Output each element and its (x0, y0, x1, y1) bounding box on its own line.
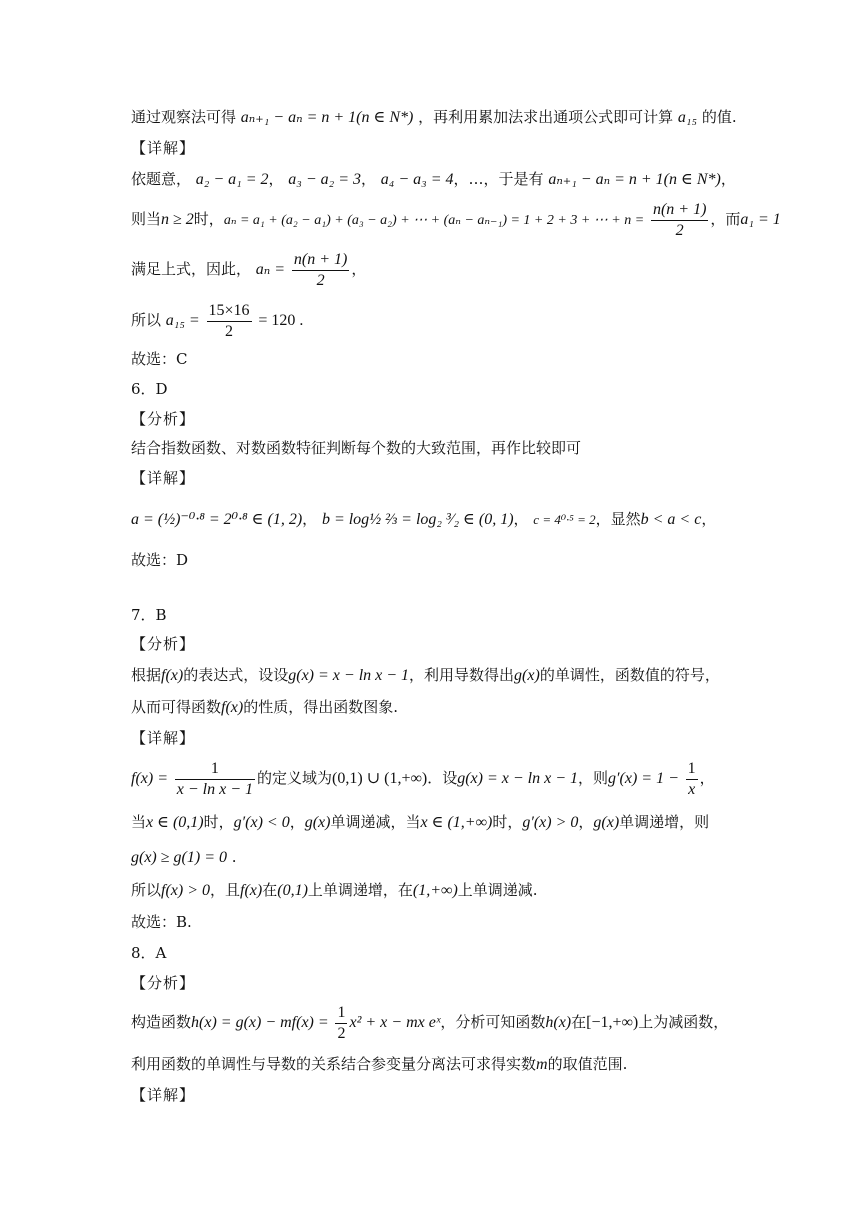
text: 依题意， (131, 170, 192, 188)
formula: m (536, 1056, 548, 1073)
text: 的值. (701, 108, 737, 126)
formula: a₁ = 1 (740, 211, 781, 228)
text: 从而可得函数 (131, 698, 222, 716)
text: 上单调递减. (457, 881, 538, 899)
section-heading-detail: 【详解】 (131, 139, 196, 157)
line-compare: a = (½)⁻⁰·⁸ = 2⁰·⁸ ∈ (1, 2)， b = log½ ⅔ = log₂ ³⁄₂ ∈ (0, 1)， c = 4⁰·⁵ = 2，显然b < a < c， (131, 510, 717, 528)
text: 所以 (131, 311, 162, 329)
answer-6: 故选：D (131, 551, 189, 569)
numerator: n(n + 1) (651, 200, 708, 221)
answer-5: 故选：C (131, 350, 188, 368)
line-intro (131, 106, 737, 129)
text: 时， (492, 813, 523, 831)
text: 单调递减，当 (330, 813, 421, 831)
formula: x ∈ (0,1) (146, 814, 204, 831)
formula: a₄ − a₃ = 4 (380, 171, 454, 188)
text: ．设 (427, 769, 458, 787)
numerator: n(n + 1) (292, 250, 349, 271)
text: ，利用导数得出 (409, 666, 515, 684)
formula: g′(x) = 1 − (608, 770, 679, 787)
formula: a₂ − a₁ = 2 (195, 171, 269, 188)
section-heading-analysis: 【分析】 (131, 635, 196, 653)
formula: g′(x) < 0 (233, 814, 290, 831)
section-heading-detail: 【详解】 (131, 729, 196, 747)
analysis-7-line-1 (131, 664, 731, 687)
line-gmin: g(x) ≥ g(1) = 0 . (131, 848, 237, 866)
numerator: 1 (686, 759, 698, 780)
formula: x² + x − mx eˣ (349, 1014, 441, 1031)
formula: g(x) = x − ln x − 1 (288, 667, 410, 684)
formula: aₙ₊₁ − aₙ = n + 1(n ∈ N*) (240, 109, 414, 126)
formula: (1,+∞) (412, 882, 458, 899)
text: 上单调递增，在 (307, 881, 413, 899)
formula: (0,1) ∪ (1,+∞) (332, 770, 428, 787)
formula: b = log½ ⅔ = log₂ ³⁄₂ ∈ (0, 1) (321, 511, 514, 528)
text: 时， (193, 210, 224, 228)
line-a15 (131, 298, 731, 343)
text: 当 (131, 813, 147, 831)
denominator: 2 (337, 1024, 346, 1042)
line-construct (131, 1000, 731, 1045)
question-7-heading: 7．B (131, 606, 167, 624)
formula: g(x) (514, 667, 540, 684)
question-8-heading: 8．A (131, 944, 167, 962)
formula: f(x) = (131, 770, 168, 787)
text: ，则 (578, 769, 609, 787)
formula: aₙ₊₁ − aₙ = n + 1(n ∈ N*) (548, 171, 721, 188)
formula: a₁₅ = (165, 312, 200, 329)
formula: a₁₅ (677, 109, 698, 126)
text: 满足上式，因此， (131, 260, 252, 278)
numerator: 1 (335, 1003, 347, 1024)
numerator: 1 (175, 759, 255, 780)
question-6-heading: 6．D (131, 380, 168, 398)
section-heading-analysis: 【分析】 (131, 974, 196, 992)
line-given: 依题意， a₂ − a₁ = 2， a₃ − a₂ = 3， a₄ − a₃ = 4，…，于是有 aₙ₊₁ − aₙ = n + 1(n ∈ N*)， (131, 170, 736, 188)
line-summation (131, 197, 781, 243)
text: 时， (203, 813, 234, 831)
formula: g(x) (304, 814, 331, 831)
formula: n ≥ 2 (161, 211, 194, 228)
formula: h(x) = g(x) − mf(x) = (191, 1014, 329, 1031)
text: ，而 (710, 210, 741, 228)
formula: a₃ − a₂ = 3 (288, 171, 362, 188)
text: 利用函数的单调性与导数的关系结合参变量分离法可求得实数 (131, 1055, 537, 1073)
formula: g(x) ≥ g(1) = 0 (131, 849, 227, 866)
text: 在 (262, 881, 278, 899)
formula: (0,1) (277, 882, 308, 899)
fraction (207, 301, 252, 342)
text: ， (289, 813, 305, 831)
text: 构造函数 (131, 1013, 192, 1031)
formula: = 120 . (258, 312, 304, 329)
fraction (651, 200, 708, 241)
text: 上为减函数， (638, 1013, 729, 1031)
denominator: x − ln x − 1 (176, 780, 254, 798)
denominator: 2 (225, 322, 234, 340)
answer-7: 故选：B. (131, 913, 192, 931)
formula: b < a < c (640, 511, 702, 528)
section-heading-detail: 【详解】 (131, 1086, 196, 1104)
text: ，分析可知函数 (440, 1013, 546, 1031)
fraction (292, 250, 349, 291)
text: 所以 (131, 881, 162, 899)
text: 根据 (131, 666, 162, 684)
formula: a = (½)⁻⁰·⁸ = 2⁰·⁸ ∈ (1, 2) (131, 511, 303, 528)
fraction (686, 759, 698, 800)
formula: aₙ = a₁ + (a₂ − a₁) + (a₃ − a₂) + ⋯ + (aₙ − aₙ₋₁) = 1 + 2 + 3 + ⋯ + n = (223, 213, 645, 228)
section-heading-analysis: 【分析】 (131, 410, 196, 428)
line-monotonic (131, 811, 731, 834)
formula: h(x) (545, 1014, 572, 1031)
text: 的单调性，函数值的符号， (539, 666, 720, 684)
line-method (131, 1053, 731, 1076)
analysis-6-text: 结合指数函数、对数函数特征判断每个数的大致范围，再作比较即可 (131, 439, 582, 457)
text: 单调递增，则 (619, 813, 710, 831)
line-general-term: 满足上式，因此， aₙ = $\frac{n(n + 1)}{2}$ ， (131, 250, 367, 289)
text: ，再利用累加法求出通项公式即可计算 (418, 108, 674, 126)
formula: f(x) (240, 882, 263, 899)
formula: g(x) (593, 814, 620, 831)
text: 的定义域为 (257, 769, 333, 787)
text: 的取值范围. (547, 1055, 628, 1073)
formula: [−1,+∞) (586, 1014, 639, 1031)
text: 在 (571, 1013, 587, 1031)
formula: c = 4⁰·⁵ = 2 (533, 512, 596, 527)
formula: f(x) (221, 699, 244, 716)
text: 的表达式，设设 (183, 666, 289, 684)
formula: x ∈ (1,+∞) (420, 814, 493, 831)
formula: aₙ = (255, 261, 286, 278)
section-heading-detail: 【详解】 (131, 469, 196, 487)
formula: f(x) (161, 667, 184, 684)
denominator: 2 (675, 221, 684, 239)
text: 通过观察法可得 (131, 108, 237, 126)
line-conclusion-7 (131, 879, 731, 902)
numerator: 15×16 (207, 301, 252, 322)
text: 的性质，得出函数图象. (243, 698, 398, 716)
text: ，…，于是有 (453, 170, 544, 188)
formula: f(x) > 0 (161, 882, 211, 899)
text: ， (578, 813, 594, 831)
text: ，显然 (595, 510, 641, 528)
formula: g′(x) > 0 (522, 814, 579, 831)
line-domain: f(x) = $\frac{1}{\text{x − ln x − 1}}$ 的定义域为(0,1) ∪ (1,+∞)．设g(x) = x − ln x − 1，则g′(x) = 1 − $\frac{1}{x}$ ， (131, 759, 715, 798)
denominator: x (688, 780, 696, 798)
analysis-7-line-2 (131, 696, 731, 719)
fraction (175, 759, 255, 800)
text: ，且 (210, 881, 241, 899)
text: 则当 (131, 210, 162, 228)
fraction (335, 1003, 347, 1044)
formula: g(x) = x − ln x − 1 (457, 770, 579, 787)
denominator: 2 (316, 271, 325, 289)
